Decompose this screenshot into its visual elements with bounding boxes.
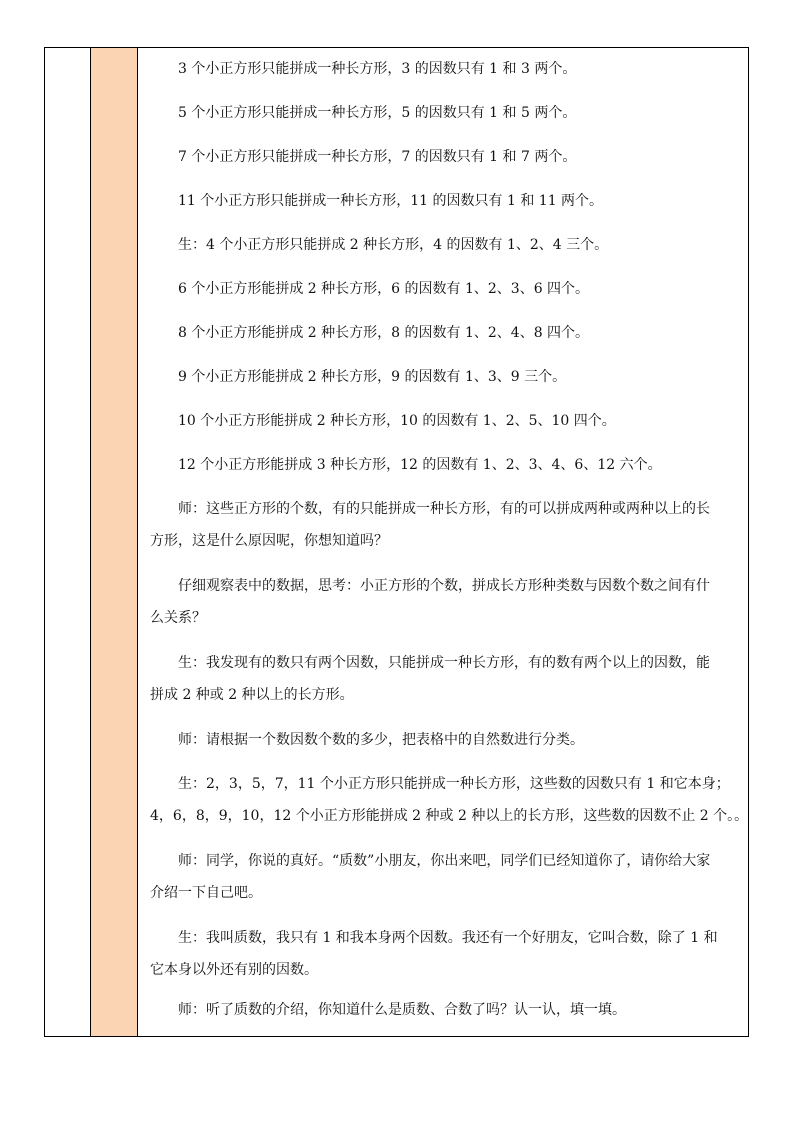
table-shaded-column [91,48,138,1036]
paragraph-2 [150,575,710,629]
paragraph-7 [150,927,718,981]
text-line-6: 6 个小正方形能拼成 2 种长方形，6 的因数有 1、2、3、6 四个。 [178,281,590,297]
text-line-9: 10 个小正方形能拼成 2 种长方形，10 的因数有 1、2、5、10 四个。 [178,413,616,429]
paragraph-5-line-2: 4，6，8，9，10，12 个小正方形能拼成 2 种或 2 种以上的长方形，这些数的因数不止 2 个。。 [150,808,749,824]
paragraph-5-line-1: 生：2，3，5，7，11 个小正方形只能拼成一种长方形，这些数的因数只有 1 和它本身； [178,776,730,792]
table-content-cell [138,48,748,1036]
text-line-5: 生：4 个小正方形只能拼成 2 种长方形，4 的因数有 1、2、4 三个。 [178,237,609,253]
text-line-4: 11 个小正方形只能拼成一种长方形，11 的因数只有 1 和 11 两个。 [178,193,604,209]
paragraph-4 [150,729,584,751]
paragraph-6 [150,850,710,904]
text-line-8: 9 个小正方形能拼成 2 种长方形，9 的因数有 1、3、9 三个。 [178,369,567,385]
paragraph-1 [150,498,710,552]
paragraph-1-line-2: 方形，这是什么原因呢，你想知道吗？ [150,533,388,549]
paragraph-3 [150,652,710,706]
lesson-table [44,47,749,1037]
text-line-2: 5 个小正方形只能拼成一种长方形，5 的因数只有 1 和 5 两个。 [178,105,577,121]
paragraph-1-line-1: 师：这些正方形的个数，有的只能拼成一种长方形，有的可以拼成两种或两种以上的长 [178,501,710,517]
text-line-1: 3 个小正方形只能拼成一种长方形，3 的因数只有 1 和 3 两个。 [178,61,577,77]
text-line-10: 12 个小正方形能拼成 3 种长方形，12 的因数有 1、2、3、4、6、12 六个。 [178,457,662,473]
paragraph-3-line-2: 拼成 2 种或 2 种以上的长方形。 [150,687,354,703]
table-left-column [45,48,91,1036]
paragraph-6-line-1: 师：同学，你说的真好。“质数”小朋友，你出来吧，同学们已经知道你了，请你给大家 [178,853,711,869]
paragraph-2-line-1: 仔细观察表中的数据，思考：小正方形的个数，拼成长方形种类数与因数个数之间有什 [178,578,710,594]
paragraph-7-line-2: 它本身以外还有别的因数。 [150,962,318,978]
text-line-7: 8 个小正方形能拼成 2 种长方形，8 的因数有 1、2、4、8 四个。 [178,325,590,341]
paragraph-5 [150,773,748,827]
paragraph-6-line-2: 介绍一下自己吧。 [150,885,262,901]
paragraph-2-line-2: 么关系？ [150,610,206,626]
text-line-3: 7 个小正方形只能拼成一种长方形，7 的因数只有 1 和 7 两个。 [178,149,577,165]
paragraph-8 [150,999,626,1021]
paragraph-4-line-1: 师：请根据一个数因数个数的多少，把表格中的自然数进行分类。 [178,732,584,748]
paragraph-7-line-1: 生：我叫质数，我只有 1 和我本身两个因数。我还有一个好朋友，它叫合数，除了 1 和 [178,930,718,946]
paragraph-8-line-1: 师：听了质数的介绍，你知道什么是质数、合数了吗？认一认，填一填。 [178,1002,626,1018]
paragraph-3-line-1: 生：我发现有的数只有两个因数，只能拼成一种长方形，有的数有两个以上的因数，能 [178,655,710,671]
